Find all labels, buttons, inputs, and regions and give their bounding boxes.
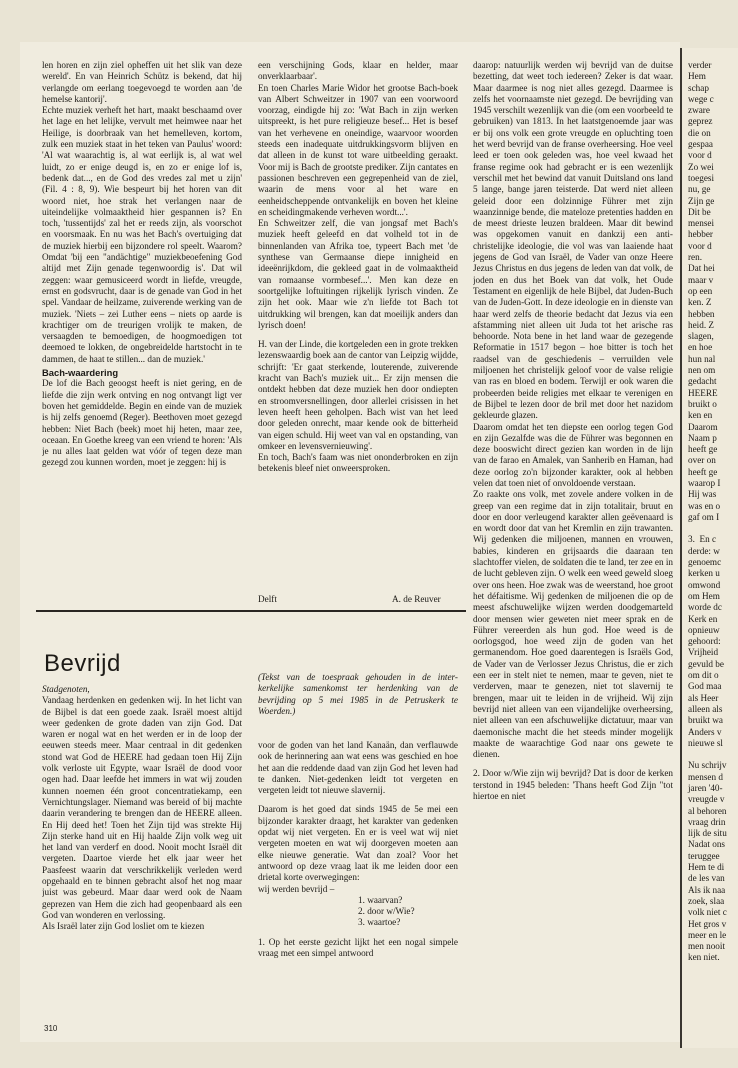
paragraph: Vandaag herdenken en gedenken wij. In het licht van de Bijbel is dat een goede zaak. Israël moest altijd weer gedenken de grote daden van zijn God. Dat waren er nogal wat en het werden er in de loop der eeuwen steeds meer. Maar centraal in dit gedenken stond wat God de HEERE had gedaan toen Hij Zijn volk verloste uit Egypte, waar Israël de dood voor ogen had. Daar leefde het immers in wat wij zouden kunnen noemen één groot concentratiekamp, een Vernichtungslager. Niemand was bereid of bij machte daarin verandering te brengen dan de HEERE alleen. En Hij deed het! Toen het Zijn tijd was strekte Hij Zijn sterke hand uit en Hij haalde Zijn volk weg uit het land van verderf en dood. Nooit mocht Israël dit vergeten. Daartoe vierde het elk jaar weer het Paasfeest waarin dat verschrikkelijk verleden werd opgehaald en te binnen gebracht alsof het nog maar juist was gebeurd. Maar daar werd ook de Naam geprezen van Hem die zich had geopenbaard als een God van wonderen en verlossing.: [42, 695, 242, 920]
fragment-line: kerken u: [688, 568, 720, 579]
question: 2. door w/Wie?: [358, 906, 415, 917]
fragment-line: was en o: [688, 500, 721, 511]
question: 1. waarvan?: [358, 894, 403, 905]
fragment-line: Vrijheid: [688, 647, 719, 658]
paragraph: Zo raakte ons volk, met zovele andere volken in de greep van een regime dat in zijn totalitair, bruut en door en door verleugend karakter allen geëvenaard is en wordt door dat van het Kremlin en zijn trawanten. Wij gedenken die miljoenen, mannen en vrouwen, babies, kinderen en grijsaards die daaraan ten slachtoffer vielen, de soldaten die te land, ter zee en in de lucht gebleven zijn. O welk een weed geweld sloeg over ons heen. Hoe zwak was de weerstand, hoe groot het défaitisme. Wij gedenken de miljoenen die op de meest afschuwelijke wijzen werden doodgemarteld door mensen wier geweten niet meer sprak en de Führer vereerden als hun god. Hoe weed is de oorlogsgod, hoe weed zijn de goden van het germanendom. Hoe goed daarentegen is Israëls God, de Vader van de Verlosser Jezus Christus, die er zich een eer in stelt niet te nemen, maar te geven, niet te verderven, maar te genezen, niet tot slavernij te brengen, maar uit te leiden in de vrijheid. Wij zijn bevrijd niet alleen van een vijandelijke overheersing, niet alleen van een afschuwelijke dictatuur, maar van daemonische macht die het steeds minder mogelijk maakte de waarachtige God naar ons gewete te dienen.: [473, 489, 673, 760]
paragraph: daarop: natuurlijk werden wij bevrijd van de duitse bezetting, dat weet toch iedereen? Zeker is dat waar. Maar daarmee is nog niet alles gezegd. Daarmee is zelfs het voornaamste niet gezegd. De bevrijding van 1945 verschilt wezenlijk van die (om een voorbeeld te gebruiken) van 1813. In het laatstgenoemde jaar was er bij ons volk een grote vreugde en opluchting toen het werd bevrijd van de franse overheersing. Hoe veel leed er toen ook geleden was, hoe veel kwaad het franse regime ook had gebracht er is een wezenlijk verschil met het bewind dat vanuit Duitsland ons land 5 lange, bange jaren teisterde. Dat werd niet alleen geleid door een dolzinnige Führer met zijn waanzinnige bende, die mateloze pretenties hadden en de meest driestе leuzen braldeen. Maar dit bewind was opgekomen vanuit en dankzij een anti-christelijke ideologie, die vol was van laaiende haat jegens de God van Israël, de Vader van onze Heere Jezus Christus en dus jegens de leden van dat volk, de joden en dus het Boek van dat volk, het Oude Testament en eigenlijk de hele Bijbel, dat Juden-Buch van de Juden-Gott. In deze ideologie en in dienste van haar werd zelfs de theorie bedacht dat Jezus via een afstamming niet alleen uit Juda tot het arische ras behoorde. Nota bene in het land waar de gezegende Reformatie in 1517 begon – hoe bitter is toch het raadsel van de geschiedenis – verruilden vele miljoenen het christelijk geloof voor de valse religie van ras en bloed en bodem. Terwijl er ook waren die probeerden beide religies met elkaar te verenigen en de Bijbel te lezen door de bril met door het nazidom gekleurde glazen.: [473, 60, 673, 421]
fragment-line: ken niet.: [688, 952, 720, 963]
question: 3. waartoe?: [358, 917, 401, 928]
fragment-line: Hij was: [688, 489, 717, 500]
fragment-line: men nooit: [688, 941, 726, 952]
fragment-line: gedacht: [688, 376, 717, 387]
fragment-line: waarop I: [688, 477, 721, 488]
article-divider: [36, 610, 466, 612]
fragment-line: Naam p: [688, 432, 717, 443]
adjacent-page-fragment: [680, 48, 738, 1048]
fragment-line: Het gros v: [688, 918, 727, 929]
paragraph: De lof die Bach geoogst heeft is niet gering, en de liefde die zijn werk ontving en nog ontvangt ligt ver boven het gemiddelde. Begin en einde van de muziek is hij zelfs genoemd (Reger). Beethoven moet gezegd hebben: Niet Bach (beek) moet hij heten, maar zee, oceaan. En Goethe kreeg van een vriend te horen: 'Als je nu alles laat gelden wat vóór of tegen deze man gezegd zou kunnen worden, moet je zeggen: hij is: [42, 378, 242, 468]
paragraph: wij werden bevrijd –: [258, 883, 335, 894]
fragment-line: bruikt o: [688, 398, 717, 409]
fragment-line: en hoe: [688, 342, 713, 353]
fragment-line: Hem: [688, 71, 706, 82]
fragment-line: maar v: [688, 274, 714, 285]
page-number: 310: [44, 1024, 58, 1033]
fragment-line: omwond: [688, 579, 721, 590]
fragment-line: voor d: [688, 240, 712, 251]
fragment-line: zoek, slaa: [688, 895, 725, 906]
fragment-line: gaf om I: [688, 511, 720, 522]
fragment-line: meer en le: [688, 929, 727, 940]
fragment-line: nu, ge: [688, 184, 711, 195]
signature-place: Delft: [258, 594, 277, 604]
fragment-line: 3. En c: [688, 534, 717, 545]
fragment-line: ren.: [688, 252, 703, 263]
fragment-line: slagen,: [688, 331, 714, 342]
fragment-line: hebber: [688, 229, 713, 240]
fragment-line: jaren '40-: [688, 783, 723, 793]
fragment-line: ken en: [688, 410, 713, 421]
fragment-line: Zijn ge: [688, 195, 715, 206]
fragment-line: gespaa: [688, 139, 713, 150]
fragment-line: hebben: [688, 308, 715, 319]
fragment-line: HEERE: [688, 387, 718, 398]
section-heading: Bach-waardering: [42, 367, 119, 379]
paragraph: Als Israël later zijn God losliet om te kiezen: [42, 921, 205, 932]
fragment-line: om Hem: [688, 590, 720, 601]
fragment-line: derde: w: [688, 545, 720, 556]
paragraph: een verschijning Gods, klaar en helder, maar onverklaarbaar'.: [258, 60, 458, 82]
signature-author: A. de Reuver: [392, 594, 441, 604]
fragment-line: gehoord:: [688, 636, 721, 647]
paragraph: En toch, Bach's faam was niet ononderbroken en zijn betekenis bleef niet onweersproken.: [258, 452, 458, 474]
fragment-line: Als ik naa: [688, 884, 726, 895]
paragraph: 2. Door w/Wie zijn wij bevrijd? Dat is door de kerken terstond in 1945 beleden: 'Thans heeft God Zijn "tot hiertoe en niet: [473, 768, 673, 801]
fragment-line: Nu schrijv: [688, 760, 727, 771]
paragraph: Echte muziek verheft het hart, maakt beschaamd over het lage en het lelijke, vervult met heimwee naar het Heilige, is doorbraak van het hemelleven, kortom, zulk een muziek staat in het teken van Paulus' woord: 'Al wat waarachtig is, al wat eerlijk is, al wat wel luidt, zo er enige deugd is, en zo er enige lof is, bedenk dat..., en de God des vredes zal met u zijn' (Fil. 4 : 8, 9). Wie bespeurt bij het horen van dit woord niet, hoe strak het verlangen naar de uiteindelijke volmaaktheid hier gespannen is? En toch, 'tussentijds' zal het er reeds zijn, als voorschot en voorsmaak. En nu was het Bach's overtuiging dat de muziek hierbij een bijzondere rol speelt. Waarom? Omdat 'bij een "andächtige" muziekbeoefening God altijd met Zijn genade tegenwoordig is'. Dat wil zeggen: waar gemusiceerd wordt in liefde, vreugde, ernst en godsvrucht, daar is de genade van God in het spel. Vandaar de heilzame, zuiverende werking van de muziek. 'Niets – zei Luther eens – niets op aarde is krachtiger om de treurigen vrolijk te maken, de versaagden te bemoedigen, de hoogmoedigen tot deemoed te lokken, de ongebreidelde hartstocht in te dammen, de haat te stillen... dan de muziek.': [42, 105, 242, 364]
speech-note: [258, 672, 458, 732]
fragment-line: Dat hei: [688, 263, 715, 274]
fragment-line: gevuld be: [688, 658, 724, 669]
paragraph: H. van der Linde, die kortgeleden een in grote trekken lezenswaardig boek aan de cantor van Leipzig wijdde, schrijft: 'Er gaat sterkende, louterende, zuiverende kracht van Bach's muziek uit... Er zijn mensen die ontdekt hebben dat deze muziek hen door ondiepten en stroomversnellingen, door allerlei crisissen in het leven heeft heen geholpen. Bach wist van het leed door geleden onrecht, maar kende ook de bitterheid van eigen schuld. Hij weet van val en opstanding, van omkeer en levensvernieuwing'.: [258, 339, 458, 451]
fragment-line: als Heer: [688, 692, 719, 703]
fragment-line: om dit o: [688, 670, 719, 681]
column-3: [473, 60, 673, 1020]
fragment-line: heid. Z: [688, 319, 715, 330]
fragment-line: [688, 523, 738, 534]
fragment-line: nen om: [688, 365, 716, 376]
fragment-line: over on: [688, 455, 716, 466]
fragment-line: die on: [688, 127, 711, 138]
fragment-line: hun nal: [688, 353, 716, 364]
paragraph: En toen Charles Marie Widor het grootse Bach-boek van Albert Schweitzer in 1907 van een voorwoord voorzag, eindigde hij zo: 'Wat Bach in zijn werken uitspreekt, is het pure religieuze besef... Het is besef van het verhevene en oneindige, waarvoor woorden steeds een inadequate uitdrukkingsvorm blijven en dat alleen in de kunst tot ware uitbeelding geraakt. Voor mij is Bach de grootste prediker. Zijn cantates en passionen beschreven een gegrepenheid van de ziel, waarin de mens voor al het ware en eenheidscheppende ontvankelijk en boven het kleine en scheidingmakende verheven wordt...'.: [258, 82, 458, 217]
fragment-line: toegesi: [688, 172, 715, 183]
fragment-line: volk niet c: [688, 907, 727, 918]
fragment-line: schap: [688, 82, 709, 93]
paragraph: En Schweitzer zelf, die van jongsaf met Bach's muziek heeft geleefd en dat volheld tot in de binnenlanden van Afrika toe, typeert Bach met 'de synthese van Germaanse diepe innigheid en ideeënrijkdom, die gekleed gaat in de volmaaktheid van romaanse vormbesef...'. Men kan deze en soortgelijke loftuitingen rijkelijk lyrisch vinden. Ze zijn het ook. Maar wie z'n liefde tot Bach tot uitdrukking wil brengen, kan dat moeilijk anders dan lyrisch doen!: [258, 218, 458, 330]
fragment-line: heeft ge: [688, 466, 718, 477]
fragment-line: al behoren: [688, 805, 727, 816]
fragment-line: mensen d: [688, 771, 723, 782]
paragraph: voor de goden van het land Kanaän, dan verflauwde ook de herinnering aan wat eens was geschied en hoe het aan die reddende daad van zijn God het leven had te danken. Niet-gedenken leidt tot vergeten en vergeten leidt tot nieuwe slavernij.: [258, 740, 458, 796]
fragment-line: geprez: [688, 116, 713, 127]
fragment-line: Kerk en: [688, 613, 718, 624]
fragment-line: bruikt wa: [688, 715, 723, 726]
fragment-line: teruggee: [688, 850, 720, 861]
fragment-line: ken. Z: [688, 297, 712, 308]
fragment-line: Nadat ons: [688, 839, 725, 850]
paragraph: len horen en zijn ziel opheffen uit het slik van deze wereld'. En van Heinrich Schütz is bekend, dat hij verlangde om eerlang toegevoegd te worden aan 'de hemelse kantorij'.: [42, 60, 242, 104]
fragment-line: opnieuw: [688, 624, 720, 635]
fragment-line: wege c: [688, 93, 714, 104]
fragment-line: op een: [688, 285, 713, 296]
fragment-line: [688, 749, 738, 760]
fragment-line: lijk de situ: [688, 828, 727, 839]
fragment-line: God maa: [688, 681, 722, 692]
fragment-line: nieuwe sl: [688, 737, 723, 748]
fragment-line: heeft ge: [688, 444, 718, 455]
fragment-line: genoemc: [688, 557, 722, 568]
intro-note: (Tekst van de toespraak gehouden in de inter-kerkelijke samenkomst ter herdenking van de bevrijding op 5 mei 1985 in de Petruskerk te Woerden.): [258, 672, 458, 716]
fragment-line: vreugde v: [688, 794, 725, 805]
fragment-line: verder: [688, 60, 712, 70]
top-article-column-2: [258, 60, 458, 580]
paragraph: Daarom omdat het ten diepste een oorlog tegen God en zijn Gezalfde was die de Führer was begonnen en deze booswicht direct gezien kan worden in de lijn van de farao en Amalek, van Sanherib en Haman, had deze oorlog zo'n bijzonder karakter, ook al hebben velen dat toen niet of onvoldoende verstaan.: [473, 421, 673, 488]
fragment-line: de les van: [688, 873, 725, 884]
fragment-line: vraag drin: [688, 816, 726, 827]
fragment-line: Dit be: [688, 206, 711, 217]
bevrijd-column-1: [42, 684, 242, 1014]
greeting: Stadgenoten,: [42, 684, 90, 694]
fragment-line: alleen als: [688, 703, 723, 714]
fragment-line: Zo wei: [688, 161, 714, 172]
fragment-line: zware: [688, 105, 710, 116]
paragraph: Daarom is het goed dat sinds 1945 de 5e mei een bijzonder karakter draagt, het karakter van gedenken opdat wij niet vergeten. En er is veel wat wij niet vergeten moeten en wat wij doorgeven moeten aan elke nieuwe generatie. Wat dan zoal? Voor het antwoord op deze vraag laat ik me leiden door een drietal korte overwegingen:: [258, 804, 458, 883]
fragment-line: Hem te di: [688, 862, 725, 873]
article-title: Bevrijd: [44, 650, 121, 677]
fragment-line: Anders v: [688, 726, 722, 737]
paragraph: 1. Op het eerste gezicht lijkt het een nogal simpele vraag met een simpel antwoord: [258, 936, 458, 959]
fragment-line: voor d: [688, 150, 712, 161]
fragment-line: mensei: [688, 218, 715, 229]
bevrijd-column-2: [258, 740, 458, 1020]
fragment-line: Daarom: [688, 421, 718, 432]
fragment-line: worde dc: [688, 602, 722, 613]
fragment-column: [688, 60, 738, 964]
top-article-column-1: [42, 60, 242, 605]
